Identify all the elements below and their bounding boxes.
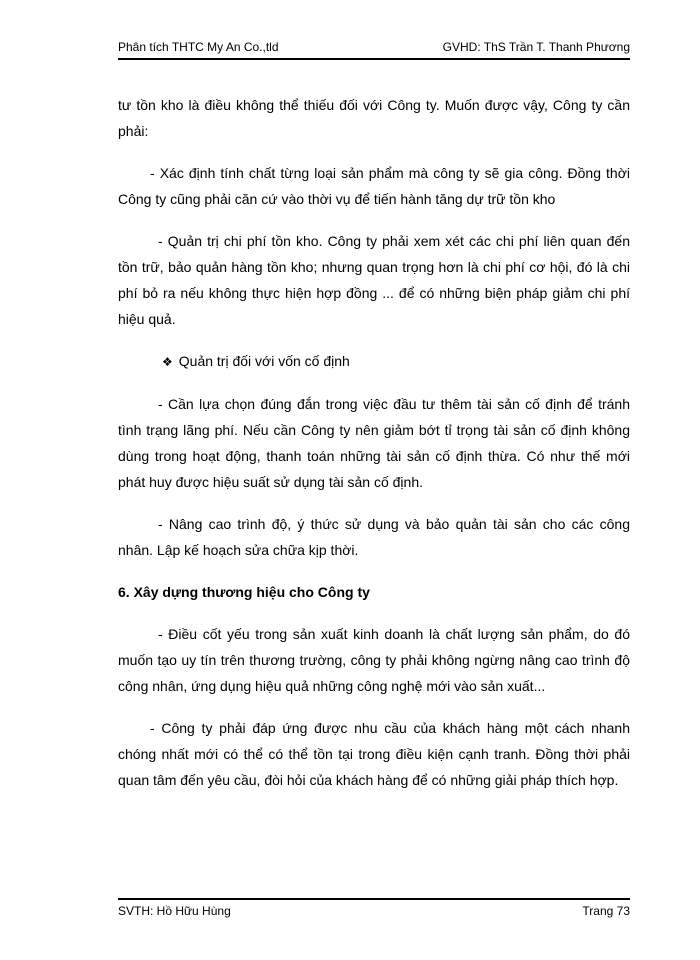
paragraph-inventory-intro: tư tồn kho là điều không thể thiếu đối với Công ty. Muốn được vậy, Công ty cần phải: [118,97,630,139]
document-body [118,92,630,809]
paragraph-product-quality: - Điều cốt yếu trong sản xuất kinh doanh là chất lượng sản phẩm, do đó muốn tạo uy tín trên thương trường, công ty phải không ngừng nâng cao trình độ công nhân, ứng dụng hiệu quả những công nghệ mới vào sản xuất... [118,626,630,694]
paragraph-inventory-cost: - Quản trị chi phí tồn kho. Công ty phải xem xét các chi phí liên quan đến tồn trữ, bảo quản hàng tồn kho; nhưng quan trọng hơn là chi phí cơ hội, đó là chi phí bỏ ra nếu không thực hiện hợp đồng ... để có những biện pháp giảm chi phí hiệu quả. [118,233,630,327]
paragraph-customer-needs: - Công ty phải đáp ứng được nhu cầu của khách hàng một cách nhanh chóng nhất mới có thể có thể tồn tại trong điều kiện cạnh tranh. Đồng thời phải quan tâm đến yêu cầu, đòi hỏi của khách hàng để có những giải pháp thích hợp. [118,720,630,788]
bullet-text: Quản trị đối với vốn cố định [178,353,350,369]
footer-student: SVTH: Hồ Hữu Hùng [118,904,231,918]
page-header [118,40,630,60]
section-heading-branding: 6. Xây dựng thương hiệu cho Công ty [118,584,370,600]
paragraph-asset-maintenance: - Nâng cao trình độ, ý thức sử dụng và bảo quản tài sản cho các công nhân. Lập kế hoạch sửa chữa kịp thời. [118,516,630,558]
header-title: Phân tích THTC My An Co.,tld [118,40,279,54]
paragraph-fixed-asset-investment: - Cần lựa chọn đúng đắn trong việc đầu tư thêm tài sản cố định để tránh tình trạng lãng phí. Nếu cần Công ty nên giảm bớt tỉ trọng tài sản cố định không dùng trong hoạt động, thanh toán những tài sản cố định thừa. Có như thế mới phát huy được hiệu suất sử dụng tài sản cố định. [118,396,630,490]
page-footer [118,898,630,921]
diamond-bullet-icon: ❖ [162,355,173,369]
page-number: Trang 73 [582,904,630,918]
paragraph-product-properties: - Xác định tính chất từng loại sản phẩm mà công ty sẽ gia công. Đồng thời Công ty cũng phải căn cứ vào thời vụ để tiến hành tăng dự trữ tồn kho [118,165,630,207]
bullet-item-fixed-capital [118,348,630,375]
header-advisor: GVHD: ThS Trần T. Thanh Phương [442,40,630,54]
